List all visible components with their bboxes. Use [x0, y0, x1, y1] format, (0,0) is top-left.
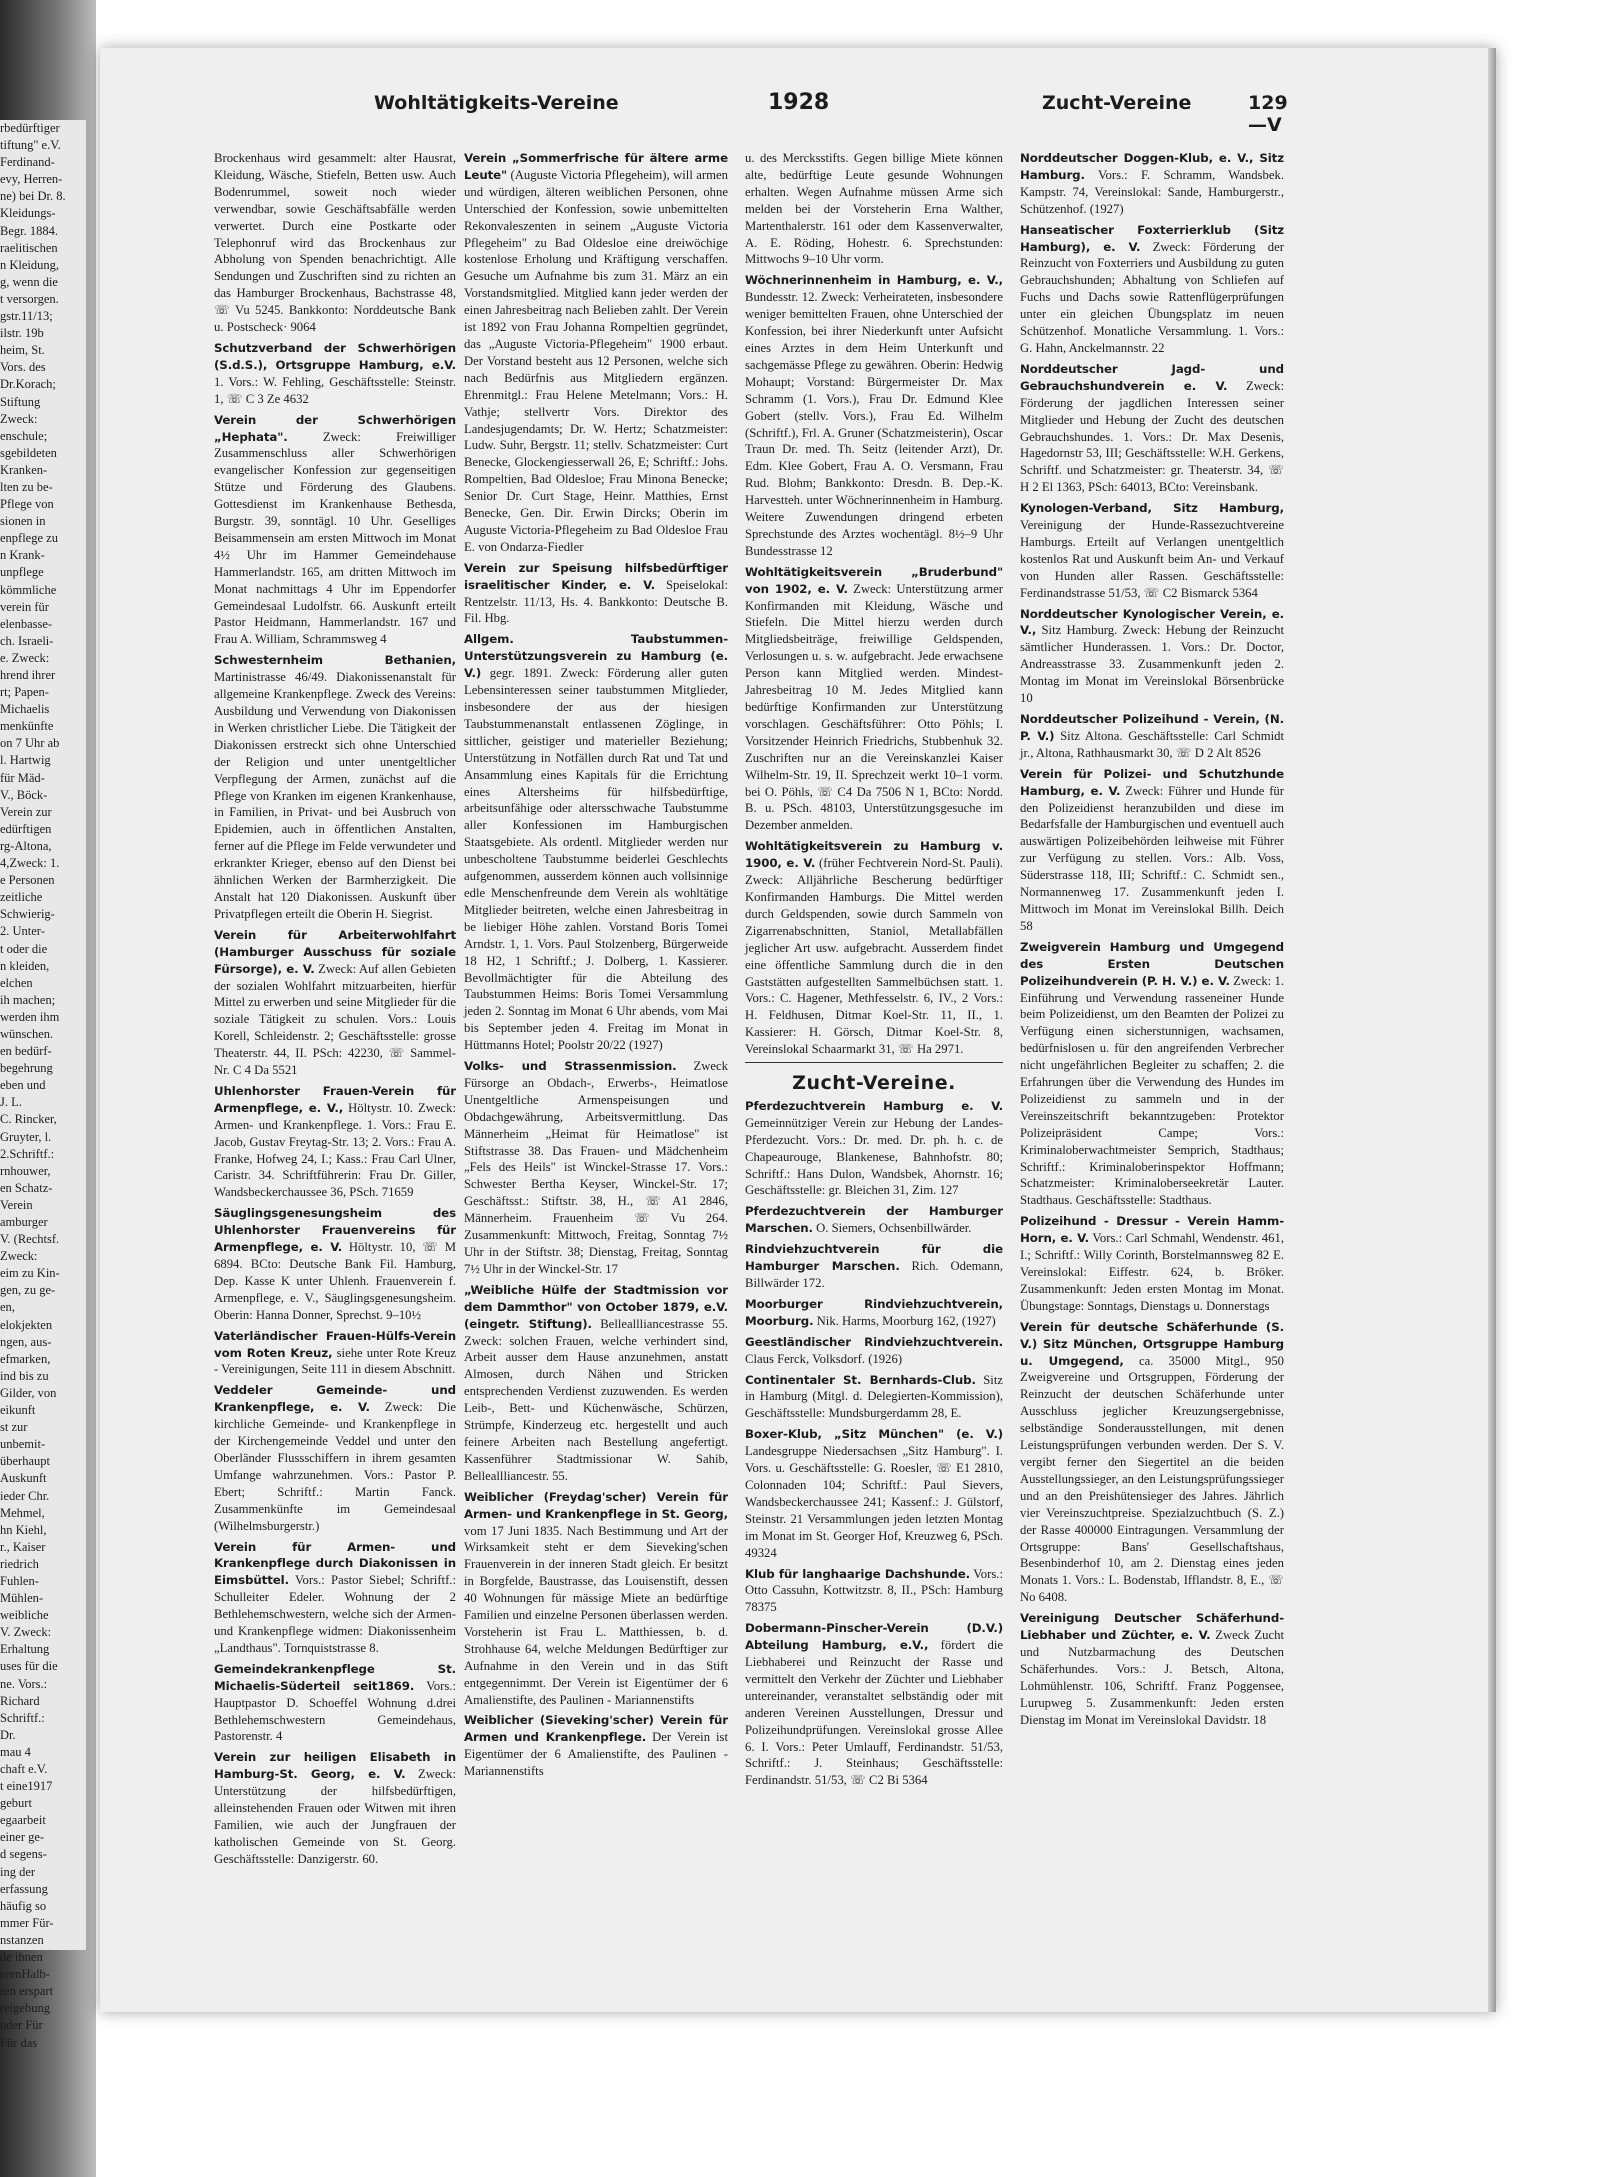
entry-title: Pferdezuchtverein der Hamburger Marschen. [745, 1204, 1003, 1236]
entry-title: Norddeutscher Kynologischer Verein, e. V., [1020, 606, 1284, 638]
running-header [220, 90, 1300, 136]
prev-page-line: n kleiden, [0, 958, 50, 973]
directory-entry [464, 560, 728, 628]
directory-entry [214, 1382, 456, 1534]
prev-page-line: unpflege [0, 565, 44, 580]
entry-body: u. des Mercksstifts. Gegen billige Miete können alte, bedürftige Leute gesunde Wohnungen erhalten. Wegen Aufnahme müssen Arme sich melden bei der Vorsteherin Erna Walther, Martenthalerstr. 161 oder dem Kassenverwalter, A. E. Röding, Hohestr. 6. Sprechstunden: Mittwochs 9–10 Uhr vorm. [745, 151, 1003, 267]
directory-entry [745, 150, 1003, 268]
directory-entry [745, 1566, 1003, 1617]
entry-body: Landesgruppe Niedersachsen „Sitz Hamburg". I. Vors. u. Geschäftsstelle: G. Roesler, ☏ E1 2810, Colonnaden 104; Schriftf.: Paul Sievers, Wandsbeckerchaussee 241; Kassenf.: J. Gülstorf, Steinstr. 21 Versammlungen jeden letzten Montag im Monat im St. Georger Hof, Kreuzweg 6, PSch. 49324 [745, 1444, 1003, 1560]
prev-page-line: efmarken, [0, 1351, 51, 1366]
entry-body: Speiselokal: Rentzelstr. 11/13, Hs. 4. Bankkonto: Deutsche B. Fil. Hbg. [464, 577, 728, 626]
entry-body: Höltystr. 10, ☏ M 6894. BCto: Deutsche Bank Fil. Hamburg, Dep. Kasse K unter Uhlenh. Frauenverein f. Armenpflege, e. V., Säuglingsgenesungsheim. Oberin: Hanna Donner, Sprechst. 9–10½ [214, 1240, 456, 1322]
entry-title: Klub für langhaarige Dachshunde. [745, 1566, 971, 1581]
prev-page-line: sionen in [0, 514, 46, 529]
prev-page-line: Für das [0, 2035, 38, 2050]
entry-title: Polizeihund - Dressur - Verein Hamm-Horn, e. V. [1020, 1214, 1284, 1246]
entry-body: Sitz in Hamburg (Mitgl. d. Delegierten-Kommission), Geschäftsstelle: Mundsburgerdamm 28, E. [745, 1372, 1003, 1421]
entry-body: Sitz Altona. Geschäftsstelle: Carl Schmidt jr., Altona, Rathhausmarkt 30, ☏ D 2 Alt 8526 [1020, 728, 1285, 760]
entry-title: Vereinigung Deutscher Schäferhund-Liebhaber und Züchter, e. V. [1020, 1611, 1284, 1643]
entry-title: Continentaler St. Bernhards-Club. [745, 1372, 976, 1387]
prev-page-line: ieder Chr. [0, 1488, 50, 1503]
prev-page-line: unbemit- [0, 1437, 46, 1452]
entry-title: Geestländischer Rindviehzuchtverein. [745, 1334, 1003, 1349]
prev-page-line: de ihnen [0, 1950, 43, 1965]
prev-page-line: elchen [0, 975, 33, 990]
prev-page-line: t versorgen. [0, 291, 59, 306]
entry-body: Zweck: Die kirchliche Gemeinde- und Krankenpflege in der Kirchengemeinde Veddel und unter den Oberländer Flussschiffern in ihrem gesamten Umfange wahrzunehmen. Vors.: Pastor P. Ebert; Schriftf.: Martin Fanck. Zusammenkünfte im Gemeindesaal (Wilhelmsburgerstr.) [214, 1400, 456, 1533]
entry-title: Schutzverband der Schwerhörigen (S.d.S.), Ortsgruppe Hamburg, e.V. [214, 340, 456, 372]
directory-entry [745, 838, 1003, 1058]
directory-entry [464, 1058, 728, 1278]
prev-page-line: st zur [0, 1420, 28, 1435]
column-2 [464, 150, 728, 1950]
scanned-page [100, 48, 1496, 2012]
prev-page-line: n Kleidung, [0, 257, 60, 272]
entry-body: Gemeinnütziger Verein zur Hebung der Landes-Pferdezucht. Vors.: Dr. med. Dr. ph. h. c. de Chapeaurouge, Blankenese, Bahnhofstr. 80; Schriftf.: Hans Dulon, Wandsbek, Ahornstr. 16; Geschäftsstelle: gr. Bleichen 31, Zim. 127 [745, 1115, 1003, 1198]
entry-body: Zweck: 1. Einführung und Verwendung rasseneiner Hunde beim Polizeidienst, um den Beamten der Polizei zu Verfügung einen sicherstunnigen, wachsamen, bedürfnislosen u. für den angreifenden Verbrecher nicht ungefährlichen Begleiter zu schaffen; 2. die Erfahrungen über die Verwendung des Hundes im Polizeidienst zu sammeln und in der Vereinszeitschrift bekanntzugeben: Protektor Polizeipräsident Campe; Vors.: Kriminaloberwachtmeister Semprich, Stadthaus; Schriftf.: Kriminaloberinspektor Hoffmann; Schatzmeister: Kriminaloberseekretär Lauter. Stadthaus. Geschäftsstelle: Stadthaus. [1020, 973, 1284, 1208]
entry-body: Der Verein ist Eigentümer der 6 Amalienstifte, des Paulinen - Mariannenstifts [464, 1730, 729, 1779]
prev-page-line: evy, Herren- [0, 172, 63, 187]
directory-entry [464, 1712, 728, 1780]
header-year: 1928 [768, 90, 830, 115]
prev-page-line: J. L. [0, 1095, 22, 1110]
directory-entry [214, 340, 456, 408]
prev-page-line: enschule; [0, 428, 48, 443]
prev-page-line: mmer Für- [0, 1915, 54, 1930]
prev-page-line: Kleidungs- [0, 206, 56, 221]
directory-entry [214, 1205, 456, 1323]
entry-body: Vors.: Otto Cassuhn, Kottwitzstr. 8, II., PSch: Hamburg 78375 [745, 1566, 1003, 1615]
directory-entry [745, 1241, 1003, 1292]
prev-page-line: eikunft [0, 1403, 36, 1418]
entry-title: Weiblicher (Freydag'scher) Verein für Armen- und Krankenpflege in St. Georg, [464, 1489, 728, 1521]
prev-page-line: V. Zweck: [0, 1625, 52, 1640]
entry-title: Säuglingsgenesungsheim des Uhlenhorster Frauenvereins für Armenpflege, e. V. [214, 1206, 456, 1255]
entry-title: Wohltätigkeitsverein „Bruderbund" von 1902, e. V. [745, 564, 1003, 596]
directory-entry [745, 564, 1003, 835]
entry-body: Vors.: Carl Schmahl, Wendenstr. 461, I.; Schriftf.: Willy Corinth, Borstelmannsweg 82 E. Vereinslokal: Eiffestr. 624, b. Bröker. Zusammenkunft: Jeden ersten Montag im Monat. Übungstage: Sonntags, Dienstags u. Donnerstags [1020, 1231, 1284, 1313]
prev-page-line: Begr. 1884. [0, 223, 58, 238]
prev-page-line: on 7 Uhr ab [0, 736, 60, 751]
prev-page-line: hn Kiehl, [0, 1522, 47, 1537]
directory-entry [214, 412, 456, 649]
prev-page-line: 2.Schriftf.: [0, 1146, 55, 1161]
header-right-title: Zucht-Vereine [1042, 92, 1192, 114]
prev-page-line: Verein [0, 1197, 33, 1212]
directory-entry [214, 1661, 456, 1746]
prev-page-line: heim, St. [0, 343, 45, 358]
entry-body: Zweck: Unterstützung der hilfsbedürftigen, alleinstehenden Frauen oder Witwen mit ihren Familien, wie auch der Jungfrauen der katholischen Gemeinde von St. Georg. Geschäftsstelle: Danzigerstr. 60. [214, 1767, 456, 1866]
entry-body: Rich. Odemann, Billwärder 172. [745, 1259, 1003, 1290]
column-1 [204, 150, 456, 1950]
entry-body: Zweck: Führer und Hunde für den Polizeidienst heranzubilden und diese im Bedarfsfalle der Hamburgischen und eventuell auch auswärtigen Polizeibehörden leihweise mit Führer zur Verfügung zu stellen. Vors.: Alb. Voss, Süderstrasse 118, III; Schriftf.: C. Schmidt sen., Normannenweg 17. Zusammenkunft jeden I. Mittwoch im Monat im Vereinslokal Billh. Deich 58 [1020, 783, 1284, 933]
prev-page-line: 2. Unter- [0, 924, 45, 939]
prev-page-line: en Schatz- [0, 1180, 53, 1195]
prev-page-line: Kranken- [0, 462, 48, 477]
entry-body: (Auguste Victoria Pflegeheim), will armen und würdigen, älteren weiblichen Personen, ohne Unterschied der Konfession, sowie unbemittelten Rekonvaleszenten in seinem „Auguste Victoria Pflegeheim" zu Bad Oldesloe eine dreiwöchige kostenlose Erholung und Kräftigung verschaffen. Gesuche um Aufnahme bis zum 31. März an ein Vorstandsmitglied. Mitglied kann jeder werden der einen Jahresbeitrag nach Belieben zahlt. Der Verein ist 1892 von Frau Johanna Rompeltien gegründet, das „Auguste Victoria-Pflegeheim" 1900 erbaut. Der Vorstand besteht aus 12 Personen, welche sich nach Bedürfnis aus Mitgliedern ergänzen. Ehrenmitgl.: Frau Helene Metelmann; Vors.: H. Vathje; stellvertr Vors. Direktor des Landesjugendamts; Dr. W. Hertz; Schatzmeister: Ludw. Suhr, Bergstr. 11; stellv. Schatzmeister: Curt Benecke, Glockengiesserwall 26, E; Schriftf.: Johs. Rompeltien, Bad Oldesloe; Frau Minona Benecke; Senior Dr. Curt Stage, Heinr. Matthies, Ernst Benecke, Gen. Dir. Erwin Dircks; Oberin im Auguste Victoria-Pflegeheim zu Bad Oldesloe Frau E. von Ondarza-Fiedler [464, 167, 728, 554]
entry-title: Weiblicher (Sieveking'scher) Verein für Armen und Krankenpflege. [464, 1713, 728, 1745]
entry-body: Zweck: Freiwilliger Zusammenschluss aller Schwerhörigen evangelischer Konfession zur gegenseitigen Stütze und Förderung des Glaubens. Gottesdienst im Krankenhause Bethesda, Burgstr. 39, sonntägl. 10 Uhr. Geselliges Beisammensein am ersten Mittwoch im Monat 4½ Uhr im Hammer Gemeindehause Hammerlandstr. 165, am dritten Mittwoch im Monat nachmittags 4 Uhr im Eppendorfer Gemeindesaal Ludolfstr. 66. Auskunft erteilt Pastor Heidmann, Hammerlandstr. 167 und Frau A. William, Schrammsweg 4 [214, 429, 456, 647]
directory-entry [214, 1749, 456, 1867]
prev-page-line: Zweck: [0, 1249, 38, 1264]
entry-body: Claus Ferck, Volksdorf. (1926) [745, 1351, 903, 1366]
directory-entry [745, 1620, 1003, 1789]
prev-page-line: Richard [0, 1693, 40, 1708]
entry-title: Dobermann-Pinscher-Verein (D.V.) Abteilung Hamburg, e.V., [745, 1621, 1003, 1653]
prev-page-line: zeitliche [0, 890, 43, 905]
prev-page-line: weibliche [0, 1608, 49, 1623]
directory-entry [214, 1328, 456, 1379]
directory-entry [745, 1203, 1003, 1237]
prev-page-line: Zweck: [0, 411, 38, 426]
entry-body: Zweck Zucht und Nutzbarmachung des Deutschen Schäferhundes. Vors.: J. Betsch, Altona, Lohmühlenstr. 106, Schriftf. Franz Poggensee, Lurupweg 5. Zusammenkunft: Jeden ersten Dienstag im Monat im Vereinslokal Davidstr. 18 [1020, 1628, 1284, 1727]
directory-entry [1020, 1610, 1284, 1728]
entry-title: Boxer-Klub, „Sitz München" (e. V.) [745, 1427, 1003, 1442]
prev-page-line: elenbasse- [0, 616, 53, 631]
prev-page-line: raelitischen [0, 240, 58, 255]
prev-page-line: einer ge- [0, 1830, 45, 1845]
entry-title: Verein zur Speisung hilfsbedürftiger israelitischer Kinder, e. V. [464, 560, 728, 592]
prev-page-line: C. Rincker, [0, 1112, 57, 1127]
entry-body: Vors.: Pastor Siebel; Schriftf.: Schulleiter Edeler. Wohnung der 2 Bethlehemschwestern, welche sich der Armen- und Krankenpflege widmen: Diakonissenheim „Landthaus". Tornquiststrasse 8. [214, 1573, 457, 1655]
entry-body: Vereinigung der Hunde-Rassezuchtvereine Hamburgs. Erteilt auf Verlangen unentgeltlich kostenlos Rat und Auskunft beim An- und Verkauf von Hunden aller Rassen. Geschäftsstelle: Ferdinandstrasse 51/53, ☏ C2 Bismarck 5364 [1020, 518, 1284, 600]
prev-page-line: r., Kaiser [0, 1539, 46, 1554]
entry-title: Volks- und Strassenmission. [464, 1059, 677, 1074]
directory-entry [214, 927, 456, 1079]
entry-title: Verein der Schwerhörigen „Hephata". [214, 412, 456, 444]
directory-entry [1020, 222, 1284, 357]
directory-entry [1020, 939, 1284, 1210]
entry-body: ca. 35000 Mitgl., 950 Zweigvereine und Ortsgruppen, Förderung der Reinzucht der deutschen Schäferhunde unter Ausschluss jeglicher Kreuzungsergebnisse, selbständige Sonderausstellungen, mit denen Leistungsprüfungen verbunden werden. Der S. V. vergibt ferner den Siegertitel an die beiden Ausstellungssieger, an den Leistungsprüfungssieger und an den Preishütensieger des Jahres. Jährlich vier Vereinszuchtpreise. Spezialzuchtbuch (S. Z.) der Rasse 400000 Eintragungen. Versammlung der Ortsgruppe: Bans' Gesellschaftshaus, Besenbinderhof 10, am 2. Dienstag eines jeden Monats 1. Vors.: L. Bodenstab, Ifflandstr. 8, E., ☏ No 6408. [1020, 1353, 1285, 1605]
header-left-title: Wohltätigkeits-Vereine [374, 92, 619, 114]
prev-page-line: sgebildeten [0, 445, 57, 460]
prev-page-line: Dr.Korach; [0, 377, 56, 392]
entry-body: Zweck: Förderung der jagdlichen Interessen seiner Mitglieder und Hebung der Zucht des deutschen Gebrauchshundes. 1. Vors.: Dr. Max Desenis, Hagedornstr 53, III; Geschäftsstelle: W.H. Gerkens, Schriftf. und Schatzmeister: gr. Theaterstr. 34, ☏ H 2 El 1363, PSch: 64013, BCto: Vereinsbank. [1020, 378, 1284, 495]
directory-entry [1020, 1213, 1284, 1314]
entry-body: Nik. Harms, Moorburg 162, (1927) [816, 1313, 996, 1328]
entry-body: Vors.: F. Schramm, Wandsbek. Kampstr. 74, Vereinslokal: Sande, Hamburgerstr., Schützenhof. (1927) [1020, 167, 1284, 216]
prev-page-line: n Krank- [0, 548, 45, 563]
entry-title: Norddeutscher Polizeihund - Verein, (N. P. V.) [1020, 712, 1284, 743]
prev-page-line: Erhaltung [0, 1642, 50, 1657]
entry-title: Hanseatischer Foxterrierklub (Sitz Hamburg), e. V. [1020, 222, 1284, 254]
entry-body: Zweck: Unterstützung armer Konfirmanden mit Kleidung, Wäsche und Stiefeln. Die Mittel hierzu werden durch Mitgliedsbeiträge, freiwillige Geldspenden, Verlosungen u. s. w. aufgebracht. Jede erwachsene Person kann Mitglied werden. Mindest-Jahresbeitrag 10 M. Jedes Mitglied kann bedürftige Konfirmanden zur Unterstützung vorschlagen. Geschäftsführer: Otto Pöhls; I. Vorsitzender Heinrich Friedrichs, Stubbenhuk 32. Zuschriften nur an die Vereinskanzlei Kaiser Wilhelm-Str. 19, II. Sprechzeit werkt 10–1 vorm. bei O. Pöhls, ☏ C4 Da 7506 N 1, BCto: Nordd. B. u. PSch. 48103, Unterstützungsgesuche im Dezember anmelden. [745, 581, 1003, 833]
directory-entry [214, 652, 456, 923]
prev-page-line: t eine1917 [0, 1779, 53, 1794]
directory-entry [1020, 766, 1284, 935]
prev-page-line: rg-Altona, [0, 838, 52, 853]
directory-entry [464, 150, 728, 556]
entry-title: Zweigverein Hamburg und Umgegend des Ersten Deutschen Polizeihundverein (P. H. V.) e. V. [1020, 939, 1284, 988]
entry-body: Bundesstr. 12. Zweck: Verheirateten, insbesondere weniger bemittelten Frauen, ohne Unterschied der Konfession, bei ihrer Niederkunft unter Aufsicht eines Arztes in dem Heim Unterkunft und sachgemässe Pflege zu gewähren. Oberin: Hedwig Mohaupt; Vorstand: Bürgermeister Dr. Max Schramm (1. Vors.), Frau Dr. Edmund Klee Gobert (stellv. Vors.), Frau Ed. Wilhelm (Schriftf.), Frl. A. Gruner (Schatzmeisterin), Oscar Traun Dr. med. Th. Seitz (leitender Arzt), Dr. Edm. Klee Gobert, Frau A. O. Versmann, Frau Rud. Blohm; Bankkonto: Dresdn. B. Dep.-K. Harvestteh. unter Wöchnerinnenheim in Hamburg. Weitere Zuwendungen dringend erbeten Sprechstunde des Arztes wochentägl. 8½–9 Uhr Bundesstrasse 12 [745, 290, 1003, 558]
prev-page-line: g, wenn die [0, 274, 58, 289]
prev-page-line: ilstr. 19b [0, 326, 44, 341]
entry-body: vom 17 Juni 1835. Nach Bestimmung und Art der Wirksamkeit steht er dem Sieveking'schen Frauenverein in der inneren Stadt gleich. Er besitzt in Borgfelde, Baustrasse, das Louisenstift, dessen 40 Wohnungen für mässige Miete an bedürftige Familien und einzelne Personen überlassen werden. Vorsteherin ist Frau L. Matthiessen, b. d. Strohhause 64, welche Meldungen Bedürftiger zur Aufnahme in den Verein und in das Stift entgegennimmt. Der Verein ist Eigentümer der 6 Amalienstifte, des Paulinen - Mariannenstifts [464, 1523, 728, 1707]
entry-body: Brockenhaus wird gesammelt: alter Hausrat, Kleidung, Wäsche, Stiefeln, Betten usw. Auch Bodenrummel, soweit noch wieder verwendbar, sowie Geschäftsabfälle werden verwertet. Durch eine Postkarte oder Telephonruf wird das Brockenhaus zur Abholung von Spenden benachrichtigt. Alle Sendungen und Zuschriften sind zu richten an das Hamburger Brockenhaus, Bachstrasse 48, ☏ Vu 5245. Bankkonto: Norddeutsche Bank u. Postscheck· 9064 [214, 151, 456, 335]
entry-title: Allgem. Taubstummen-Unterstützungsverein zu Hamburg (e. V.) [464, 632, 728, 681]
entry-title: Schwesternheim Bethanien, [214, 653, 456, 668]
page-number: 129—V [1248, 92, 1288, 136]
prev-page-line: ing der [0, 1864, 36, 1879]
prev-page-line: erenHalb- [0, 1967, 50, 1982]
prev-page-line: Gilder, von [0, 1385, 57, 1400]
prev-page-line: wünschen. [0, 1026, 54, 1041]
prev-page-line: oder Für [0, 2018, 43, 2033]
prev-page-line: menkünfte [0, 719, 54, 734]
page-edge [1488, 48, 1496, 2012]
prev-page-line: für Mäd- [0, 770, 45, 785]
prev-page-line: amburger [0, 1215, 48, 1229]
entry-body: Zweck Fürsorge an Obdach-, Erwerbs-, Heimatlose Unentgeltliche Armenspeisungen und Obdachgewährung, Arbeitsvermittlung. Das Männerheim „Heimat für Heimatlose" ist Stiftstrasse 38. Das Frauen- und Mädchenheim „Fels des Heils" ist Winckel-Strasse 17. Vors.: Schwester Bertha Keyser, Winckel-Str. 17; Geschäftsst.: Stiftstr. 38, H., ☏ A1 2846, Männerheim. Frauenheim ☏ Vu 264. Zusammenkunft: Mittwoch, Freitag, Sonntag 7½ Uhr in der Stiftstr. 38; Dienstag, Freitag, Sonntag 7½ Uhr in der Winckel-Str. 17 [464, 1059, 728, 1276]
directory-entry [745, 272, 1003, 559]
entry-body: gegr. 1891. Zweck: Förderung aller guten Lebensinteressen seiner taubstummen Mitglieder, insbesondere der aus der hiesigen Taubstummenanstalt entlassenen Zöglinge, in sittlicher, geistiger und materieller Beziehung; Unterstützung in Notfällen durch Rat und Tat und Ansammlung eines Kapitals für die Errichtung eines Altersheims für hilfsbedürftige, arbeitsunfähige oder altersschwache Taubstumme aller Konfessionen im Hamburgischen Staatsgebiete. Als ordentl. Mitglieder werden nur unbescholtene Taubstumme beiderlei Geschlechts aufgenommen, ausserdem können auch vollsinnige edle Menschenfreunde dem Verein als wohltätige Mitglieder beitreten, welche einen Jahresbeitrag in be liebiger Höhe zahlen. Vorstand Boris Tomei Arndstr. 1, 1. Vors. Paul Stolzenberg, Bürgerweide 18 H2, 1 Schriftf.; J. Dolberg, 1. Kassierer. Bevollmächtigter für die Abteilung des Taubstummen Heims: Boris Tomei Versammlung jeden 2. Sonntag im Monat 6 Uhr abends, vom Mai bis September jeden 4. Freitag im Monat in Hüttmanns Hotel; Poolstr 20/22 (1927) [464, 666, 729, 1053]
prev-page-line: werden ihm [0, 1009, 60, 1024]
directory-entry [214, 150, 456, 336]
prev-page-line: en bedürf- [0, 1044, 52, 1059]
entry-title: Kynologen-Verband, Sitz Hamburg, [1020, 501, 1284, 516]
entry-title: Wöchnerinnenheim in Hamburg, e. V., [745, 273, 1003, 288]
prev-page-line: Mehmel, [0, 1505, 45, 1520]
entry-title: Norddeutscher Jagd- und Gebrauchshundverein e. V. [1020, 361, 1284, 393]
prev-page-line: Ferdinand- [0, 155, 55, 170]
directory-entry [1020, 361, 1284, 496]
prev-page-line: ren erspart [0, 1984, 54, 1999]
prev-page-line: Vors. des [0, 360, 46, 375]
prev-page-line: en, [0, 1300, 15, 1315]
directory-entry [1020, 1319, 1284, 1606]
prev-page-line: ne. Vors.: [0, 1676, 48, 1691]
prev-page-line: Auskunft [0, 1471, 47, 1486]
entry-title: Rindviehzuchtverein für die Hamburger Marschen. [745, 1242, 1003, 1274]
previous-page-edge [0, 120, 86, 2050]
directory-entry [214, 1539, 456, 1657]
prev-page-line: e. Zweck: [0, 650, 50, 665]
prev-page-line: gstr.11/13; [0, 309, 53, 324]
prev-page-line: lten zu be- [0, 479, 53, 494]
directory-entry [745, 1334, 1003, 1368]
prev-page-line: mau 4 [0, 1744, 31, 1759]
column-3 [745, 150, 1003, 1950]
directory-entry [1020, 500, 1284, 601]
entry-body: Zweck: Förderung der Reinzucht von Foxterriers und Ausbildung zu guten Gebrauchshunden; Abhaltung von Schliefen auf Fuchs und Dachs sowie Rattenflügerprüfungen unter ein gleichen Übungsplatz im neuen Schützenhof. Monatliche Versammlung. 1. Vors.: G. Hahn, Anckelmannstr. 22 [1020, 239, 1285, 355]
prev-page-line: egaarbeit [0, 1813, 46, 1828]
entry-body: O. Siemers, Ochsenbillwärder. [816, 1221, 972, 1236]
prev-page-line: uses für die [0, 1659, 58, 1674]
prev-page-line: V. (Rechtsf. [0, 1232, 60, 1247]
entry-title: Wohltätigkeitsverein zu Hamburg v. 1900, e. V. [745, 839, 1003, 871]
prev-page-line: überhaupt [0, 1454, 50, 1469]
prev-page-line: Schwierig- [0, 907, 55, 922]
prev-page-line: elokjekten [0, 1317, 53, 1332]
entry-title: Verein für Armen- und Krankenpflege durch Diakonissen in Eimsbüttel. [214, 1539, 456, 1588]
prev-page-line: l. Hartwig [0, 753, 51, 768]
entry-title: Verein „Sommerfrische für ältere arme Leute" [464, 151, 728, 182]
prev-page-line: Gruyter, l. [0, 1129, 52, 1144]
prev-page-line: reigebung [0, 2001, 50, 2016]
entry-title: Verein zur heiligen Elisabeth in Hamburg-St. Georg, e. V. [214, 1750, 456, 1782]
prev-page-line: nstanzen [0, 1932, 44, 1947]
prev-page-line: begehrung [0, 1061, 53, 1076]
prev-page-line: t oder die [0, 941, 48, 956]
directory-entry [464, 1489, 728, 1709]
directory-entry [1020, 606, 1284, 707]
entry-title: Veddeler Gemeinde- und Krankenpflege, e. V. [214, 1383, 456, 1415]
entry-body: Vors.: Hauptpastor D. Schoeffel Wohnung d.drei Bethlehemschwestern Gemeindehaus, Pastorenstr. 4 [214, 1678, 456, 1744]
entry-title: Verein für Arbeiterwohlfahrt (Hamburger Ausschuss für soziale Fürsorge), e. V. [214, 927, 456, 976]
entry-title: Verein für Polizei- und Schutzhunde Hamburg, e. V. [1020, 766, 1284, 798]
entry-title: Gemeindekrankenpflege St. Michaelis-Süderteil seit1869. [214, 1661, 456, 1693]
prev-page-line: eben und [0, 1078, 46, 1093]
prev-page-line: Michaelis [0, 702, 50, 717]
prev-page-line: ih machen; [0, 992, 56, 1007]
directory-entry [745, 1296, 1003, 1330]
directory-entry [1020, 150, 1284, 218]
prev-page-line: Stiftung [0, 394, 41, 409]
prev-page-line: Fuhlen- [0, 1573, 39, 1588]
prev-page-line: kömmliche [0, 582, 57, 597]
entry-title: Uhlenhorster Frauen-Verein für Armenpflege, e. V., [214, 1083, 456, 1115]
entry-title: Verein für deutsche Schäferhunde (S. V.) Sitz München, Ortsgruppe Hamburg u. Umgegend, [1020, 1319, 1284, 1368]
prev-page-line: rt; Papen- [0, 685, 49, 700]
prev-page-line: edürftigen [0, 821, 52, 836]
prev-page-line: verein für [0, 599, 49, 614]
section-heading: Zucht-Vereine. [792, 1072, 956, 1095]
entry-title: Pferdezuchtverein Hamburg e. V. [745, 1098, 1003, 1113]
directory-entry [745, 1426, 1003, 1561]
entry-body: Belleallliancestrasse 55. Zweck: solchen Frauen, welche verhindert sind, Arbeit ausser dem Hause anzunehmen, anstatt Almosen, durch Nähen und Stricken entsprechenden Verdienst zuzuwenden. Es werden Leib-, Bett- und Küchenwäsche, Schürzen, Strümpfe, Kinderzeug etc. hergestellt und auch feinere Arbeiten nach Bestellung angefertigt. Kassenführer Stadtmissionar W. Sahib, Belleallliancestr. 55. [464, 1316, 728, 1483]
prev-page-line: eim zu Kin- [0, 1266, 60, 1281]
directory-entry [745, 1098, 1003, 1199]
prev-page-line: tiftung" e.V. [0, 138, 61, 153]
prev-page-line: rnhouwer, [0, 1163, 51, 1178]
prev-page-line: d segens- [0, 1847, 47, 1862]
column-4 [1020, 150, 1284, 1950]
directory-entry [214, 1083, 456, 1201]
prev-page-line: ne) bei Dr. 8. [0, 189, 66, 204]
prev-page-line: häufig so [0, 1898, 47, 1913]
prev-page-line: erfassung [0, 1881, 48, 1896]
entry-body: fördert die Liebhaberei und Reinzucht der Rasse und vermittelt den Verkehr der Züchter und Liebhaber untereinander, veranstaltet selbständig oder mit anderen Vereinen Ausstellungen, Dressur und Polizeihundprüfungen. Vereinslokal grosse Allee 6. I. Vors.: Peter Umlauff, Ferdinandstr. 51/53, Schriftf.: J. Steinhaus; Geschäftsstelle: Ferdinandstr. 51/53, ☏ C2 Bi 5364 [745, 1638, 1003, 1788]
prev-page-line: Dr. [0, 1727, 16, 1742]
prev-page-line: chaft e.V. [0, 1762, 48, 1776]
entry-body: Zweck: Auf allen Gebieten der sozialen Wohlfahrt mitzuarbeiten, hierfür Mittel zu erwerben und seine Mitglieder für die soziale Tätigkeit zu schulen. Vors.: Louis Korell, Schleidenstr. 2; Geschäftsstelle: grosse Theaterstr. 44, II. PSch: 42230, ☏ Sammel-Nr. C 4 Da 5521 [214, 961, 457, 1078]
prev-page-line: V., Böck- [0, 787, 48, 802]
entry-body: siehe unter Rote Kreuz - Vereinigungen, Seite 111 in diesem Abschnitt. [214, 1345, 457, 1377]
section-rule [745, 1062, 1003, 1063]
entry-title: Norddeutscher Doggen-Klub, e. V., Sitz Hamburg. [1020, 151, 1284, 182]
entry-title: Moorburger Rindviehzuchtverein, Moorburg. [745, 1296, 1003, 1328]
entry-title: Vaterländischer Frauen-Hülfs-Verein vom Roten Kreuz, [214, 1328, 456, 1360]
prev-page-line: e Personen [0, 873, 55, 888]
directory-entry [464, 631, 728, 1054]
prev-page-line: ind bis zu [0, 1368, 49, 1383]
prev-page-line: hrend ihrer [0, 668, 56, 682]
entry-body: 1. Vors.: W. Fehling, Geschäftsstelle: Steinstr. 1, ☏ C 3 Ze 4632 [214, 374, 456, 406]
prev-page-line: Mühlen- [0, 1591, 44, 1606]
prev-page-line: ch. Israeli- [0, 633, 54, 648]
entry-title: „Weibliche Hülfe der Stadtmission vor dem Dammthor" von October 1879, e.V. (eingetr. Stiftung). [464, 1282, 728, 1331]
prev-page-line: gen, zu ge- [0, 1283, 56, 1298]
prev-page-line: 4,Zweck: 1. [0, 856, 60, 871]
entry-body: Höltystr. 10. Zweck: Armen- und Krankenpflege. 1. Vors.: Frau E. Jacob, Gustav Freytag-Str. 13; 2. Vors.: Frau A. Franke, Hofweg 24, I.; Kass.: Frau Carl Ulner, Caristr. 34. Schriftführerin: Frau Dr. Giller, Wandsbeckerchaussee 36, PSch. 71659 [214, 1100, 456, 1200]
prev-page-line: Pflege von [0, 497, 54, 512]
directory-entry [745, 1372, 1003, 1423]
prev-page-line: riedrich [0, 1556, 39, 1571]
directory-entry [1020, 711, 1284, 762]
prev-page-line: Schriftf.: [0, 1710, 45, 1725]
prev-page-line: Verein zur [0, 804, 52, 819]
prev-page-line: ngen, aus- [0, 1334, 52, 1349]
entry-body: Sitz Hamburg. Zweck: Hebung der Reinzucht sämtlicher Hunderassen. 1. Vors.: Dr. Doctor, Andreasstrasse 33. Zusammenkunft jeden 2. Montag im Monat im Vereinslokal Börsenbrücke 10 [1020, 623, 1285, 706]
prev-page-line: rbedürftiger [0, 121, 60, 135]
directory-entry [464, 1282, 728, 1485]
entry-body: (früher Fechtverein Nord-St. Pauli). Zweck: Alljährliche Bescherung bedürftiger Konfirmanden Hamburgs. Die Mittel werden durch Geldspenden, sowie durch Sammeln von Zigarrenabschnitten, Staniol, Metallabfällen jeglicher Art usw. aufgebracht. Ausserdem findet eine öffentliche Sammlung durch die in den Gaststätten aufgestellten Sammelbüchsen statt. 1. Vors.: C. Hagener, Methfesselstr. 6, IV., 2 Vors.: H. Feldhusen, Ditmar Koel-Str. 11, II., 1. Kassierer: H. Görsch, Ditmar Koel-Str. 8, Vereinslokal Schaarmarkt 31, ☏ Ha 2971. [745, 856, 1003, 1057]
prev-page-line: geburt [0, 1796, 32, 1811]
entry-body: Martinistrasse 46/49. Diakonissenanstalt für allgemeine Krankenpflege. Zweck des Vereins: Ausbildung und Verwendung von Diakonissen in Werken christlicher Liebe. Die Tätigkeit der Diakonissen erstreckt sich ohne Unterschied der Religion und unter unentgeltlicher Verpflegung der Armen, zunächst auf die Pflege von Kranken im eigenen Krankenhause, in Familien, in Privat- und bei Ausbruch von Epidemien, auch in öffentlichen Anstalten, ferner auf die Pflege im Felde verwundeter und erkrankter Krieger, ebenso auf den Dienst bei ähnlichen Werken der Barmherzigkeit. Die Anstalt hat 120 Diakonissen. Auskunft über Privatpflegen erteilt die Oberin H. Siegrist. [214, 670, 456, 921]
prev-page-line: enpflege zu [0, 531, 58, 546]
